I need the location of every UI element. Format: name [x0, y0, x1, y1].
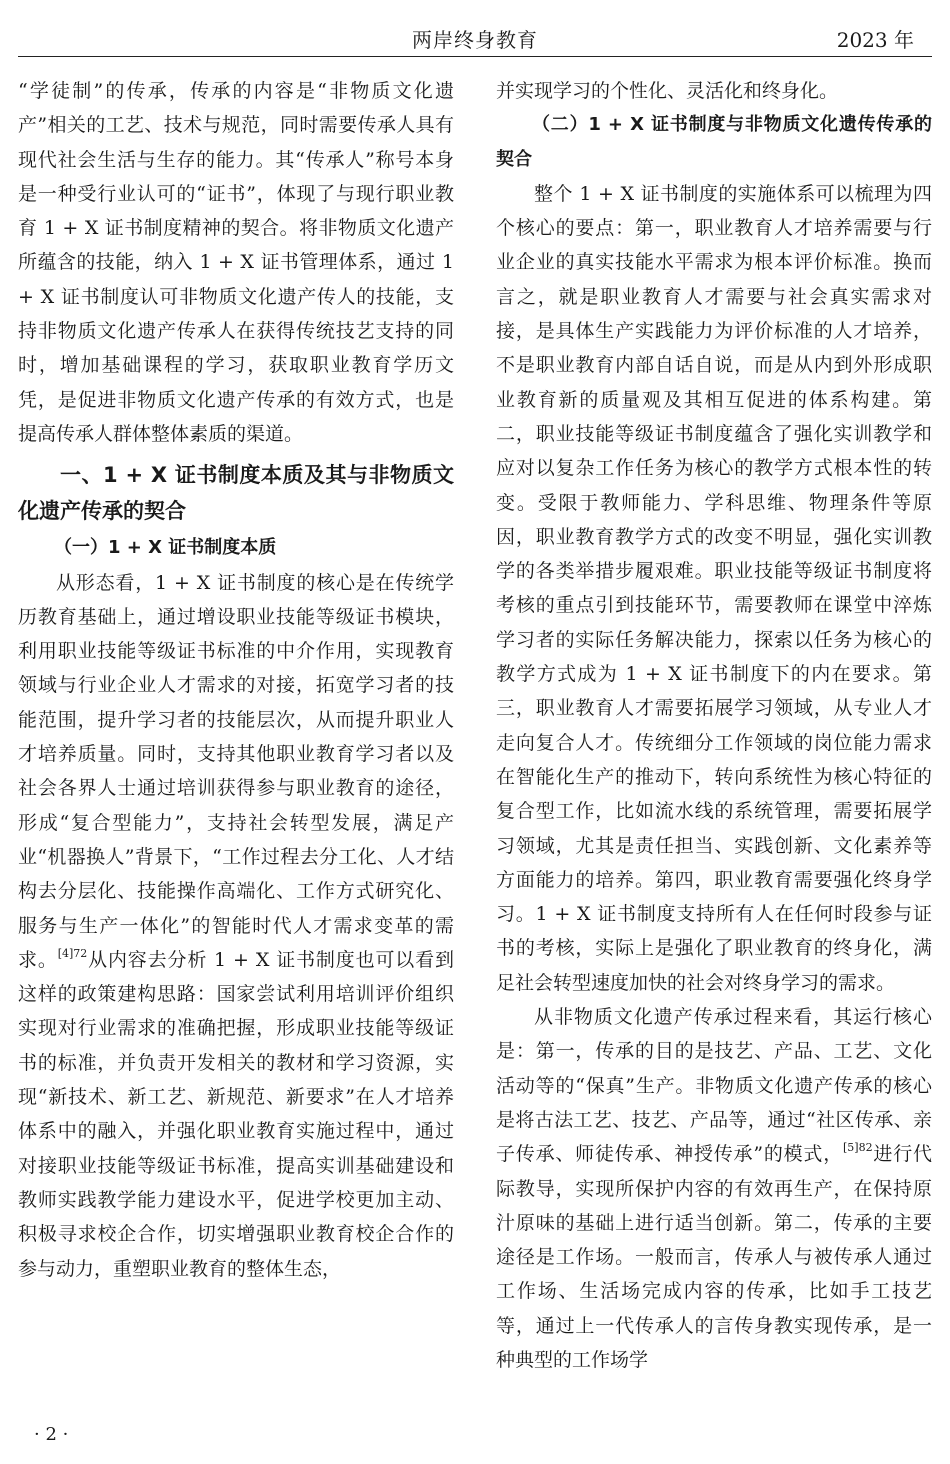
journal-year: 2023 年 [836, 28, 914, 52]
subsection-heading-2: （二）1 + X 证书制度与非物质文化遗传传承的契合 [496, 114, 932, 170]
paragraph [18, 566, 454, 1286]
right-column [496, 74, 932, 1377]
citation: [5]82 [843, 1141, 873, 1155]
paragraph-text: 进行代际教导，实现所保护内容的有效再生产，在保持原汁原味的基础上进行适当创新。第二，传承的主要途径是工作场。一般而言，传承人与被传承人通过工作场、生活场完成内容的传承，比如手工技艺等，通过上一代传承人的言传身教实现传承，是一种典型的工作场学 [496, 1143, 932, 1371]
paragraph: 并实现学习的个性化、灵活化和终身化。 [496, 80, 839, 102]
citation: [4]72 [57, 946, 88, 960]
page-number: · 2 · [34, 1424, 69, 1445]
subsection-heading-1: （一）1 + X 证书制度本质 [54, 537, 277, 559]
header-rule [18, 56, 932, 57]
paragraph-text: 从形态看，1 + X 证书制度的核心是在传统学历教育基础上，通过增设职业技能等级证书模块，利用职业技能等级证书标准的中介作用，实现教育领域与行业企业人才需求的对接，拓宽学习者的技能范围，提升学习者的技能层次，从而提升职业人才培养质量。同时，支持其他职业教育学习者以及社会各界人士通过培训获得参与职业教育的途径，形成“复合型能力”，支持社会转型发展，满足产业“机器换人”背景下，“工作过程去分工化、人才结构去分层化、技能操作高端化、工作方式研究化、服务与生产一体化”的智能时代人才需求变革的需求。 [18, 571, 454, 971]
paragraph: “学徒制”的传承，传承的内容是“非物质文化遗产”相关的工艺、技术与规范，同时需要传承人具有现代社会生活与生存的能力。其“传承人”称号本身是一种受行业认可的“证书”，体现了与现行职业教育 1 + X 证书制度精神的契合。将非物质文化遗产所蕴含的技能，纳入 1 + X 证书管理体系，通过 1 + X 证书制度认可非物质文化遗产传人的技能，支持非物质文化遗产传承人在获得传统技艺支持的同时，增加基础课程的学习，获取职业教育学历文凭，是促进非物质文化遗产传承的有效方式，也是提高传承人群体整体素质的渠道。 [18, 80, 454, 445]
journal-title: 两岸终身教育 [412, 28, 538, 52]
paragraph-text: 从非物质文化遗产传承过程来看，其运行核心是：第一，传承的目的是技艺、产品、工艺、文化活动等的“保真”生产。非物质文化遗产传承的核心是将古法工艺、技艺、产品等，通过“社区传承、亲子传承、师徒传承、神授传承”的模式， [496, 1006, 932, 1166]
running-header [18, 22, 932, 56]
paragraph [496, 1000, 932, 1377]
paragraph: 整个 1 + X 证书制度的实施体系可以梳理为四个核心的要点：第一，职业教育人才培养需要与行业企业的真实技能水平需求为根本评价标准。换而言之，就是职业教育人才需要与社会真实需求对接，是具体生产实践能力为评价标准的人才培养，不是职业教育内部自话自说，而是从内到外形成职业教育新的质量观及其相互促进的体系构建。第二，职业技能等级证书制度蕴含了强化实训教学和应对以复杂工作任务为核心的教学方式根本性的转变。受限于教师能力、学科思维、物理条件等原因，职业教育教学方式的改变不明显，强化实训教学的各类举措步履艰难。职业技能等级证书制度将考核的重点引到技能环节，需要教师在课堂中淬炼学习者的实际任务解决能力，探索以任务为核心的教学方式成为 1 + X 证书制度下的内在要求。第三，职业教育人才需要拓展学习领域，从专业人才走向复合人才。传统细分工作领域的岗位能力需求在智能化生产的推动下，转向系统性为核心特征的复合型工作，比如流水线的系统管理，需要拓展学习领域，尤其是责任担当、实践创新、文化素养等方面能力的培养。第四，职业教育需要强化终身学习。1 + X 证书制度支持所有人在任何时段参与证书的考核，实际上是强化了职业教育的终身化，满足社会转型速度加快的社会对终身学习的需求。 [496, 182, 932, 994]
section-heading-1: 一、1 + X 证书制度本质及其与非物质文化遗产传承的契合 [18, 463, 454, 524]
paragraph-text: 从内容去分析 1 + X 证书制度也可以看到这样的政策建构思路：国家尝试利用培训评价组织实现对行业需求的准确把握，形成职业技能等级证书的标准，并负责开发相关的教材和学习资源，实现“新技术、新工艺、新规范、新要求”在人才培养体系中的融入，并强化职业教育实施过程中，通过对接职业技能等级证书标准，提高实训基础建设和教师实践教学能力建设水平，促进学校更加主动、积极寻求校企合作，切实增强职业教育校企合作的参与动力，重塑职业教育的整体生态， [18, 948, 454, 1280]
left-column [18, 74, 454, 1286]
